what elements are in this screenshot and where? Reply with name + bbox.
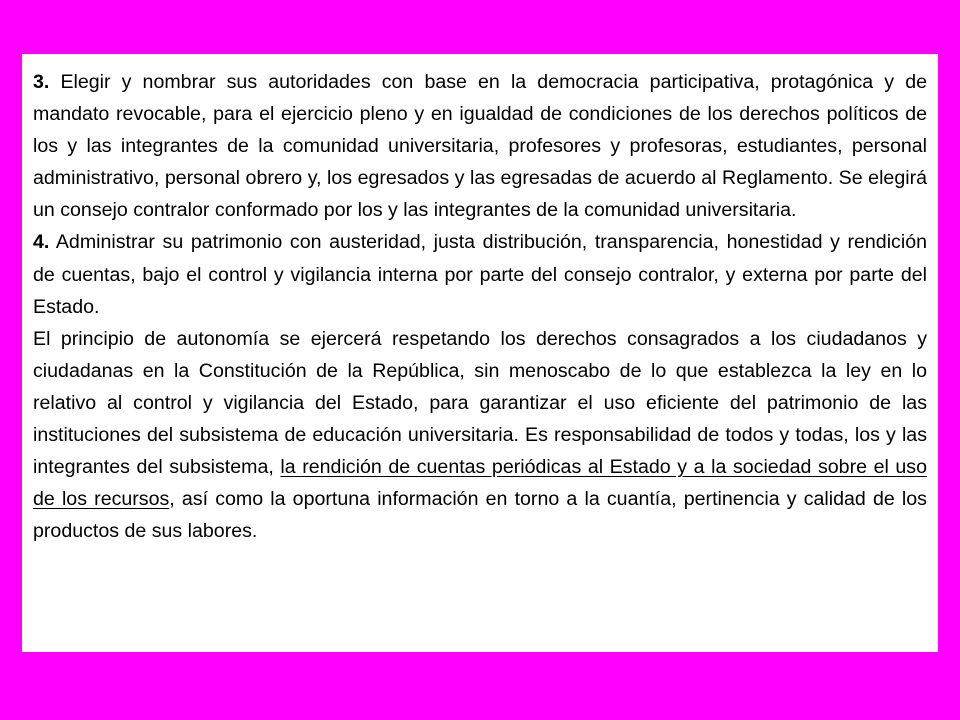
closing-paragraph — [33, 323, 927, 548]
closing-text-before: El principio de autonomía se ejercerá respetando los derechos consagrados a los ciudadanos y ciudadanas en la Constitución de la República, sin menoscabo de lo que establezca la ley en lo relativo al control y vigilancia del Estado, para garantizar el uso eficiente del patrimonio de las instituciones del subsistema de educación universitaria. Es responsabilidad de todos y todas, los y las integrantes del subsistema, — [33, 327, 927, 479]
item-4-paragraph — [33, 226, 927, 322]
item-3-paragraph — [33, 66, 927, 226]
closing-text-after: , así como la oportuna información en torno a la cuantía, pertinencia y calidad de los productos de sus labores. — [33, 488, 927, 543]
item-3-number: 3. — [33, 71, 50, 93]
item-4-text: Administrar su patrimonio con austeridad, justa distribución, transparencia, honestidad y rendición de cuentas, bajo el control y vigilancia interna por parte del consejo contralor, y externa por parte del Estado. — [33, 231, 927, 318]
document-panel — [22, 54, 938, 652]
item-3-text: Elegir y nombrar sus autoridades con base en la democracia participativa, protagónica y de mandato revocable, para el ejercicio pleno y en igualdad de condiciones de los derechos políticos de los y las integrantes de la comunidad universitaria, profesores y profesoras, estudiantes, personal administrativo, personal obrero y, los egresados y las egresadas de acuerdo al Reglamento. Se elegirá un consejo contralor conformado por los y las integrantes de la comunidad universitaria. — [33, 71, 927, 222]
item-4-number: 4. — [33, 231, 50, 254]
closing-underlined-text: la rendición de cuentas periódicas al Estado y a la sociedad sobre el uso de los recursos — [33, 456, 928, 511]
